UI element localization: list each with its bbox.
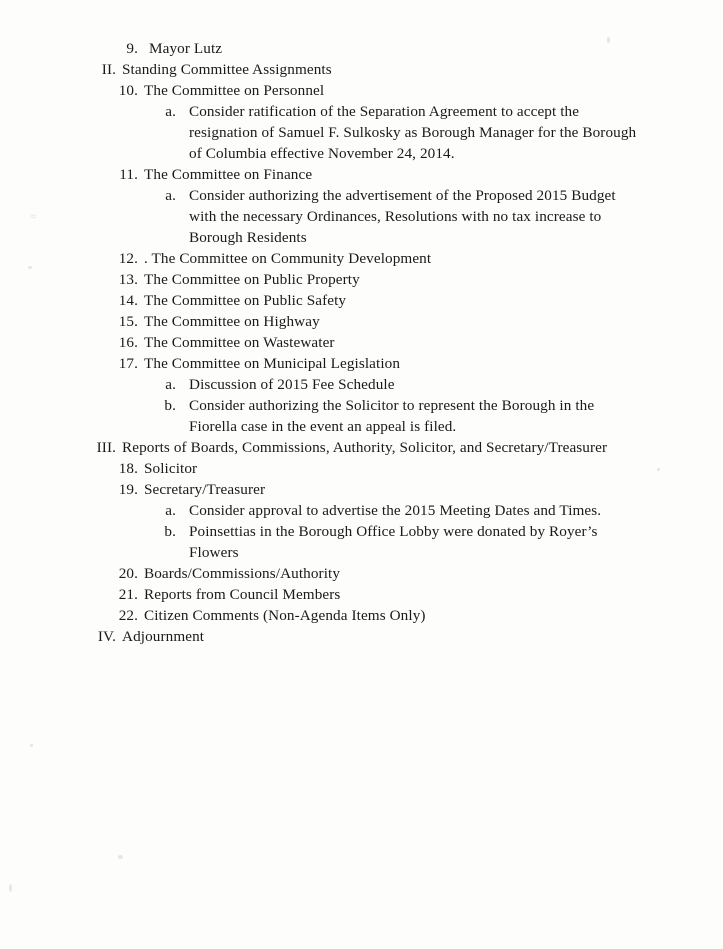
outline-item: [0, 479, 723, 500]
outline-item-marker: 9.: [126, 40, 138, 57]
outline-item: [0, 605, 723, 626]
outline-item-text: Adjournment: [122, 628, 205, 645]
outline-item-text: Solicitor: [144, 460, 198, 477]
outline-item-text: Consider authorizing the advertisement of the Proposed 2015 Budget with the necessary Ordinances, Resolutions with no tax increase to Borough Residents: [189, 187, 620, 246]
outline-item: [0, 437, 723, 458]
outline-item-marker: a.: [165, 376, 176, 393]
outline-item-text: Boards/Commissions/Authority: [144, 565, 341, 582]
outline-item-marker: b.: [164, 523, 176, 540]
scan-speck: [30, 744, 33, 747]
outline-item-text: Discussion of 2015 Fee Schedule: [189, 376, 395, 393]
scan-speck: [118, 855, 123, 859]
scan-speck: [9, 884, 12, 892]
outline-item: [0, 269, 723, 290]
outline-item-text: Consider approval to advertise the 2015 Meeting Dates and Times.: [189, 502, 602, 519]
outline-item-marker: a.: [165, 187, 176, 204]
outline-item-text: Standing Committee Assignments: [122, 61, 332, 78]
outline-item-marker: 13.: [118, 271, 138, 288]
outline-item-marker: 15.: [118, 313, 138, 330]
outline-item: [0, 164, 723, 185]
outline-item-text: Mayor Lutz: [149, 40, 223, 57]
outline-item-marker: b.: [164, 397, 176, 414]
outline-item: [0, 395, 723, 437]
outline-item-text: The Committee on Public Safety: [144, 292, 347, 309]
outline-item-marker: 21.: [118, 586, 138, 603]
outline-item-marker: 11.: [119, 166, 138, 183]
outline-item: [0, 185, 723, 248]
outline-item-marker: 22.: [118, 607, 138, 624]
outline-item-text: The Committee on Public Property: [144, 271, 360, 288]
outline-item-text: Citizen Comments (Non-Agenda Items Only): [144, 607, 426, 624]
outline-item-marker: 16.: [118, 334, 138, 351]
outline-item-text: The Committee on Municipal Legislation: [144, 355, 401, 372]
outline-item: [0, 38, 723, 59]
outline-item-text: Secretary/Treasurer: [144, 481, 266, 498]
outline-item-marker: IV.: [97, 628, 116, 645]
outline-item-text: The Committee on Finance: [144, 166, 313, 183]
outline-item-text: Consider ratification of the Separation Agreement to accept the resignation of Samuel F. Sulkosky as Borough Manager for the Borough of Columbia effective November 24, 2014.: [189, 103, 641, 162]
outline-item: [0, 248, 723, 269]
outline-item: [0, 59, 723, 80]
outline-item-marker: III.: [96, 439, 116, 456]
outline-item: [0, 290, 723, 311]
outline-item-marker: 17.: [118, 355, 138, 372]
outline-item: [0, 626, 723, 647]
outline-item-text: Consider authorizing the Solicitor to represent the Borough in the Fiorella case in the event an appeal is filed.: [189, 397, 599, 435]
outline-item: [0, 584, 723, 605]
outline-item: [0, 101, 723, 164]
outline-item-text: The Committee on Wastewater: [144, 334, 335, 351]
outline-item: [0, 458, 723, 479]
outline-item-text: Reports from Council Members: [144, 586, 341, 603]
outline-item: [0, 353, 723, 374]
outline-item-marker: 12.: [118, 250, 138, 267]
outline-item-marker: 14.: [118, 292, 138, 309]
agenda-outline: [0, 38, 723, 647]
outline-item-marker: II.: [101, 61, 116, 78]
outline-item: [0, 80, 723, 101]
outline-item-text: The Committee on Highway: [144, 313, 320, 330]
outline-item: [0, 374, 723, 395]
outline-item-text: Poinsettias in the Borough Office Lobby were donated by Royer’s Flowers: [189, 523, 602, 561]
outline-item-marker: 10.: [118, 82, 138, 99]
outline-item-marker: 19.: [118, 481, 138, 498]
outline-item-marker: 20.: [118, 565, 138, 582]
outline-item: [0, 521, 723, 563]
outline-item: [0, 332, 723, 353]
outline-item: [0, 500, 723, 521]
outline-item-marker: a.: [165, 502, 176, 519]
outline-item-text: . The Committee on Community Development: [144, 250, 432, 267]
scan-smudge: ≈: [30, 211, 37, 223]
outline-item-text: The Committee on Personnel: [144, 82, 325, 99]
outline-item-marker: 18.: [118, 460, 138, 477]
outline-item-marker: a.: [165, 103, 176, 120]
outline-item: [0, 311, 723, 332]
outline-item-text: Reports of Boards, Commissions, Authority, Solicitor, and Secretary/Treasurer: [122, 439, 608, 456]
outline-item: [0, 563, 723, 584]
